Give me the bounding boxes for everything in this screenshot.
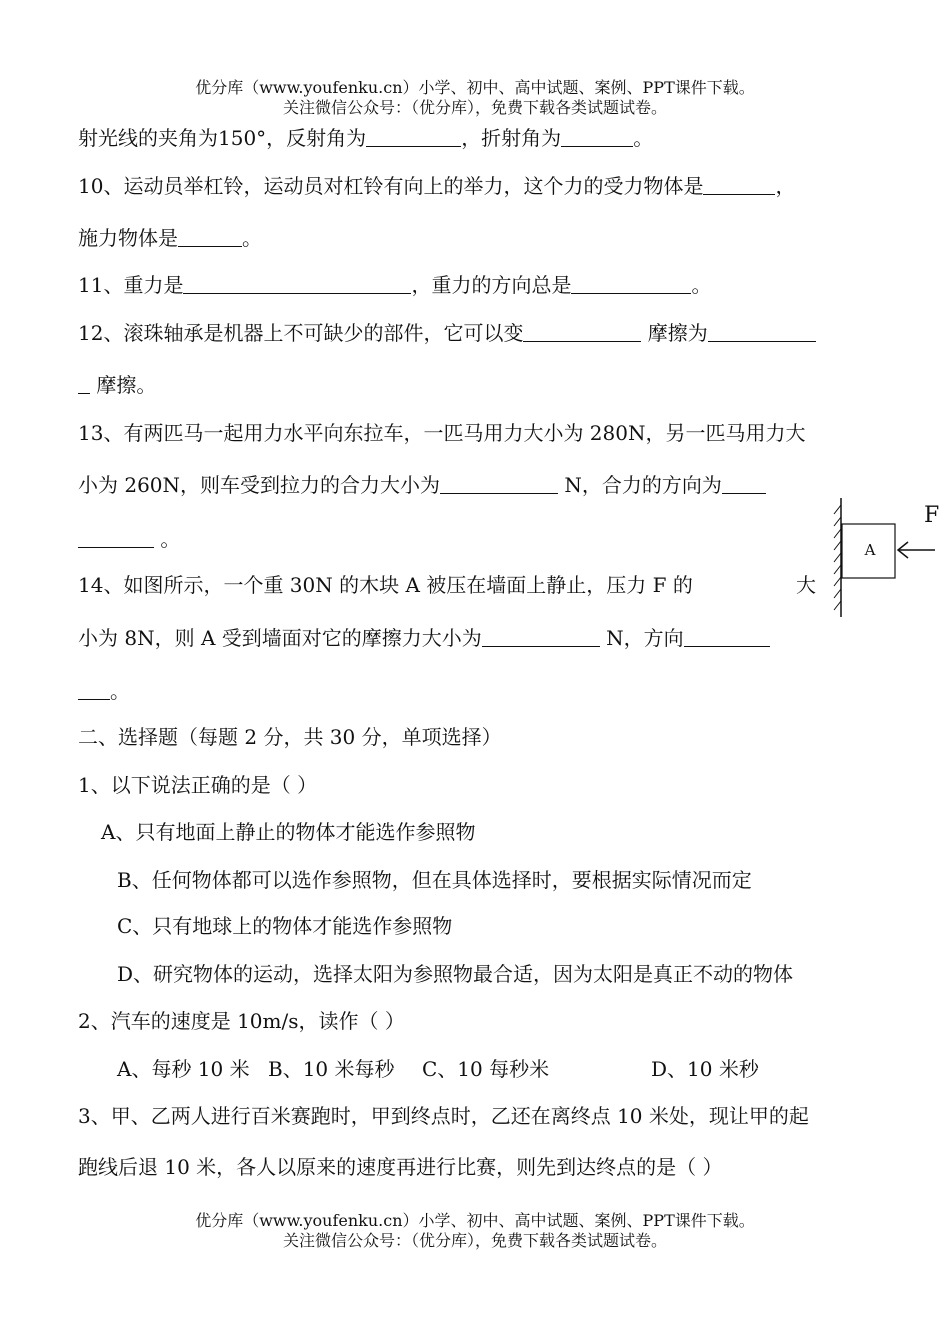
force-label: F xyxy=(924,503,940,528)
choice-q3-text-2: 跑线后退 10 米，各人以原来的速度再进行比赛，则先到达终点的是（ ） xyxy=(78,1155,723,1179)
q12-blank-to-cont[interactable] xyxy=(78,375,90,394)
q11-text-b: ，重力的方向总是 xyxy=(411,273,572,297)
q10-text-c: 施力物体是 xyxy=(78,226,178,250)
choice-q2-option-d[interactable] xyxy=(651,1057,759,1081)
q10-blank-exerter[interactable] xyxy=(178,228,242,247)
option-text: D、研究物体的运动，选择太阳为参照物最合适，因为太阳是真正不动的物体 xyxy=(117,962,794,986)
page-header xyxy=(0,78,950,118)
option-text: A、只有地面上静止的物体才能选作参照物 xyxy=(101,820,476,844)
choice-q1-option-d[interactable] xyxy=(117,962,793,986)
q10-text-d: 。 xyxy=(242,226,262,250)
section-2-title-text: 二、选择题（每题 2 分，共 30 分，单项选择） xyxy=(78,725,502,749)
q10-blank-receiver[interactable] xyxy=(703,176,775,195)
q13-line-3 xyxy=(78,527,180,551)
section-2-title xyxy=(78,725,502,749)
page-footer xyxy=(0,1211,950,1251)
q14-text: 14、如图所示，一个重 30N 的木块 A 被压在墙面上静止，压力 F 的 xyxy=(78,573,693,597)
q14-line-2 xyxy=(78,626,770,650)
q9-text-b: ，折射角为 xyxy=(461,126,562,150)
q13-text: 13、有两匹马一起用力水平向东拉车，一匹马用力大小为 280N，另一匹马用力大 xyxy=(78,421,806,445)
q9-text: 射光线的夹角为150°，反射角为 xyxy=(78,126,367,150)
q9-blank-reflection[interactable] xyxy=(366,128,461,147)
q14-text-d: 。 xyxy=(110,679,130,703)
choice-q1-stem-text: 1、以下说法正确的是（ ） xyxy=(78,773,318,797)
q10-text-b: ， xyxy=(775,174,796,198)
q9-blank-refraction[interactable] xyxy=(561,128,633,147)
q13-blank-direction[interactable] xyxy=(722,475,766,494)
q12-line-1 xyxy=(78,321,816,345)
q14-blank-direction-cont[interactable] xyxy=(78,681,110,700)
q14-blank-friction[interactable] xyxy=(482,628,600,647)
choice-q1-option-a[interactable] xyxy=(101,820,475,844)
q12-line-2 xyxy=(78,373,156,397)
q13-text-c: N，合力的方向为 xyxy=(558,473,722,497)
q11-text: 11、重力是 xyxy=(78,273,184,297)
header-line-1: 优分库（www.youfenku.cn）小学、初中、高中试题、案例、PPT课件下载。 xyxy=(195,78,755,97)
q11-text-c: 。 xyxy=(691,273,712,297)
q13-blank-magnitude[interactable] xyxy=(440,475,558,494)
choice-q1-option-b[interactable] xyxy=(117,868,752,892)
q12-text-b: 摩擦为 xyxy=(641,321,708,345)
choice-q2-option-c[interactable] xyxy=(422,1057,549,1081)
header-line-2: 关注微信公众号：（优分库），免费下载各类试题试卷。 xyxy=(282,98,667,117)
q11 xyxy=(78,273,711,297)
q14-line-1 xyxy=(78,573,693,597)
wall-block-figure xyxy=(820,495,945,620)
q12-text-c: 摩擦。 xyxy=(90,373,157,397)
option-text: C、只有地球上的物体才能选作参照物 xyxy=(117,914,453,938)
q10-line-2 xyxy=(78,226,262,250)
q9-text-c: 。 xyxy=(633,126,654,150)
option-text: C、10 每秒米 xyxy=(422,1057,550,1081)
q13-line-1 xyxy=(78,421,805,445)
q12-blank-to[interactable] xyxy=(708,323,816,342)
q9-tail xyxy=(78,126,653,150)
option-text: D、10 米秒 xyxy=(651,1057,759,1081)
q13-text-b: 小为 260N，则车受到拉力的合力大小为 xyxy=(78,473,441,497)
option-text: B、任何物体都可以选作参照物，但在具体选择时，要根据实际情况而定 xyxy=(117,868,752,892)
q14-line-3 xyxy=(78,679,130,703)
q14-text-a2: 大 xyxy=(796,573,816,597)
choice-q2-stem-text: 2、汽车的速度是 10m/s，读作（ ） xyxy=(78,1009,405,1033)
choice-q1-stem xyxy=(78,773,317,797)
q13-text-d: 。 xyxy=(154,527,181,551)
q13-line-2 xyxy=(78,473,766,497)
choice-q3-text-1: 3、甲、乙两人进行百米赛跑时，甲到终点时，乙还在离终点 10 米处，现让甲的起 xyxy=(78,1104,809,1128)
q14-text-c: N，方向 xyxy=(599,626,684,650)
choice-q2-stem xyxy=(78,1009,405,1033)
footer-line-1: 优分库（www.youfenku.cn）小学、初中、高中试题、案例、PPT课件下载。 xyxy=(195,1211,755,1230)
q10-text: 10、运动员举杠铃，运动员对杠铃有向上的举力，这个力的受力物体是 xyxy=(78,174,704,198)
footer-line-2: 关注微信公众号：（优分库），免费下载各类试题试卷。 xyxy=(282,1231,667,1250)
q11-blank-direction[interactable] xyxy=(571,275,691,294)
block-a-label: A xyxy=(864,541,876,559)
choice-q2-option-a[interactable] xyxy=(117,1057,250,1081)
q13-blank-direction-cont[interactable] xyxy=(78,529,154,548)
choice-q2-option-b[interactable] xyxy=(268,1057,395,1081)
option-text: A、每秒 10 米 xyxy=(117,1057,250,1081)
q10-line-1 xyxy=(78,174,795,198)
choice-q3-line-2 xyxy=(78,1155,723,1179)
choice-q3-line-1 xyxy=(78,1104,809,1128)
q14-text-b: 小为 8N，则 A 受到墙面对它的摩擦力大小为 xyxy=(78,626,482,650)
q12-text: 12、滚珠轴承是机器上不可缺少的部件，它可以变 xyxy=(78,321,524,345)
q14-line-1-tail xyxy=(796,573,816,597)
q14-blank-direction[interactable] xyxy=(684,628,770,647)
choice-q1-option-c[interactable] xyxy=(117,914,452,938)
option-text: B、10 米每秒 xyxy=(268,1057,395,1081)
q12-blank-from[interactable] xyxy=(523,323,641,342)
wall-hatching xyxy=(834,505,841,610)
q11-blank-gravity-def[interactable] xyxy=(183,275,411,294)
